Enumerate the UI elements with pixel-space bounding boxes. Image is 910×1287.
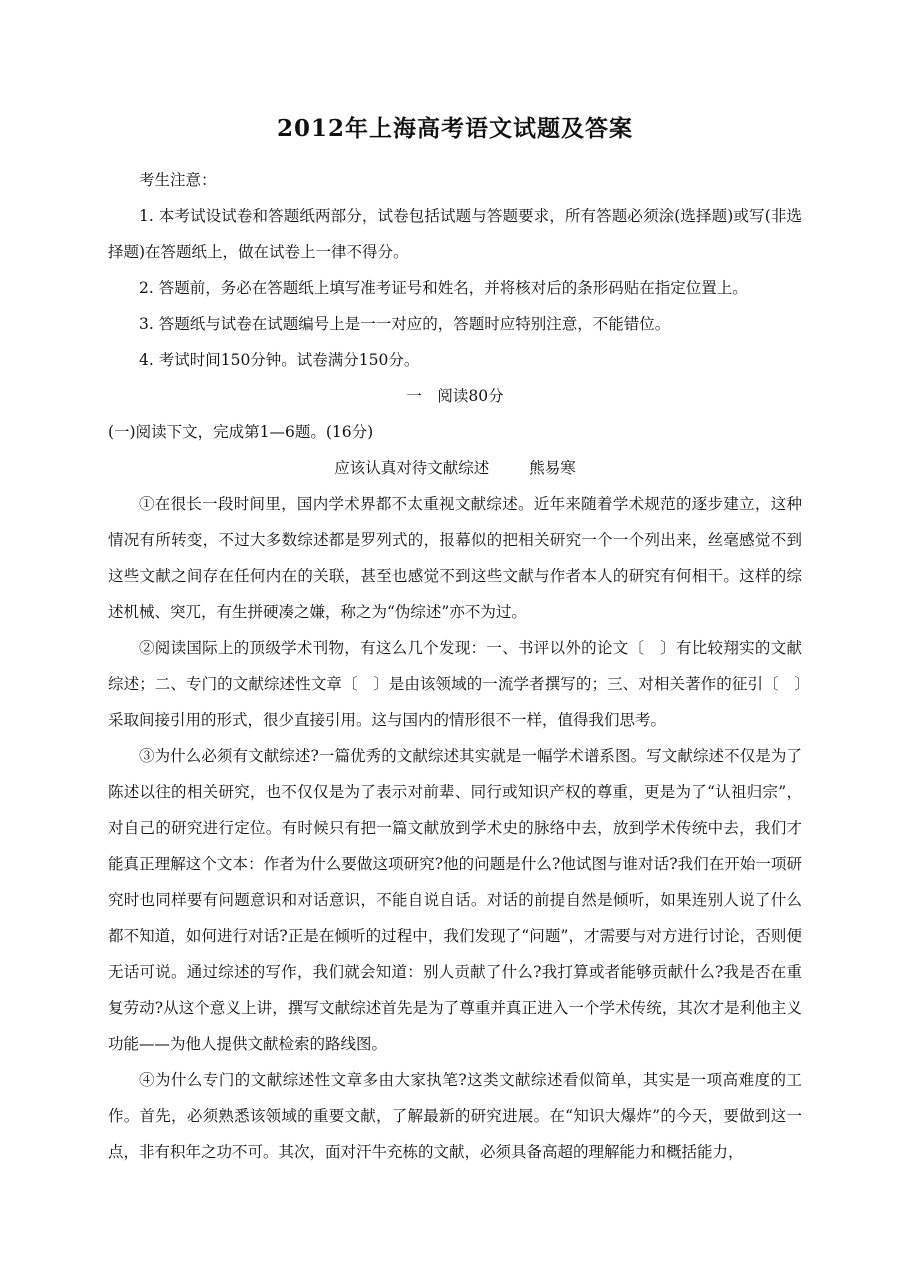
document-title: 2012年上海高考语文试题及答案 bbox=[276, 115, 633, 142]
document-body bbox=[108, 162, 802, 1170]
article-paragraph-1: ①在很长一段时间里，国内学术界都不太重视文献综述。近年来随着学术规范的逐步建立，这种情况有所转变，不过大多数综述都是罗列式的，报幕似的把相关研究一个一个列出来，丝毫感觉不到这些文献之间存在任何内在的关联，甚至也感觉不到这些文献与作者本人的研究有何相干。这样的综述机械、突兀，有生拼硬凑之嫌，称之为“伪综述”亦不为过。 bbox=[108, 495, 802, 621]
article-paragraph-4: ④为什么专门的文献综述性文章多由大家执笔?这类文献综述看似简单，其实是一项高难度的工作。首先，必须熟悉该领域的重要文献，了解最新的研究进展。在“知识大爆炸”的今天，要做到这一点，非有积年之功不可。其次，面对汗牛充栋的文献，必须具备高超的理解能力和概括能力， bbox=[108, 1071, 802, 1161]
article-heading bbox=[108, 450, 802, 486]
article-author: 熊易寒 bbox=[529, 459, 576, 477]
notice-item-2: 2. 答题前，务必在答题纸上填写准考证号和姓名，并将核对后的条形码贴在指定位置上。 bbox=[139, 279, 748, 297]
notice-item-4: 4. 考试时间150分钟。试卷满分150分。 bbox=[139, 351, 420, 369]
article-paragraph-3: ③为什么必须有文献综述?一篇优秀的文献综述其实就是一幅学术谱系图。写文献综述不仅是为了陈述以往的相关研究，也不仅仅是为了表示对前辈、同行或知识产权的尊重，更是为了“认祖归宗”，对自己的研究进行定位。有时候只有把一篇文献放到学术史的脉络中去，放到学术传统中去，我们才能真正理解这个文本：作者为什么要做这项研究?他的问题是什么?他试图与谁对话?我们在开始一项研究时也同样要有问题意识和对话意识，不能自说自话。对话的前提自然是倾听，如果连别人说了什么都不知道，如何进行对话?正是在倾听的过程中，我们发现了“问题”，才需要与对方进行讨论，否则便无话可说。通过综述的写作，我们就会知道：别人贡献了什么?我打算或者能够贡献什么?我是否在重复劳动?从这个意义上讲，撰写文献综述首先是为了尊重并真正进入一个学术传统，其次才是利他主义功能——为他人提供文献检索的路线图。 bbox=[108, 747, 802, 1053]
article-title: 应该认真对待文献综述 bbox=[334, 459, 490, 477]
section-heading: 一 阅读80分 bbox=[406, 387, 504, 405]
document-page bbox=[108, 112, 802, 1170]
notice-heading: 考生注意： bbox=[139, 171, 217, 189]
notice-item-1: 1. 本考试设试卷和答题纸两部分，试卷包括试题与答题要求，所有答题必须涂(选择题)或写(非选择题)在答题纸上，做在试卷上一律不得分。 bbox=[108, 207, 802, 261]
question-intro: (一)阅读下文，完成第1—6题。(16分) bbox=[108, 423, 374, 441]
notice-item-3: 3. 答题纸与试卷在试题编号上是一一对应的，答题时应特别注意，不能错位。 bbox=[139, 315, 671, 333]
article-paragraph-2: ②阅读国际上的顶级学术刊物，有这么几个发现：一、书评以外的论文〔 〕有比较翔实的文献综述；二、专门的文献综述性文章〔 〕是由该领域的一流学者撰写的；三、对相关著作的征引〔 〕采取间接引用的形式，很少直接引用。这与国内的情形很不一样，值得我们思考。 bbox=[108, 639, 802, 729]
